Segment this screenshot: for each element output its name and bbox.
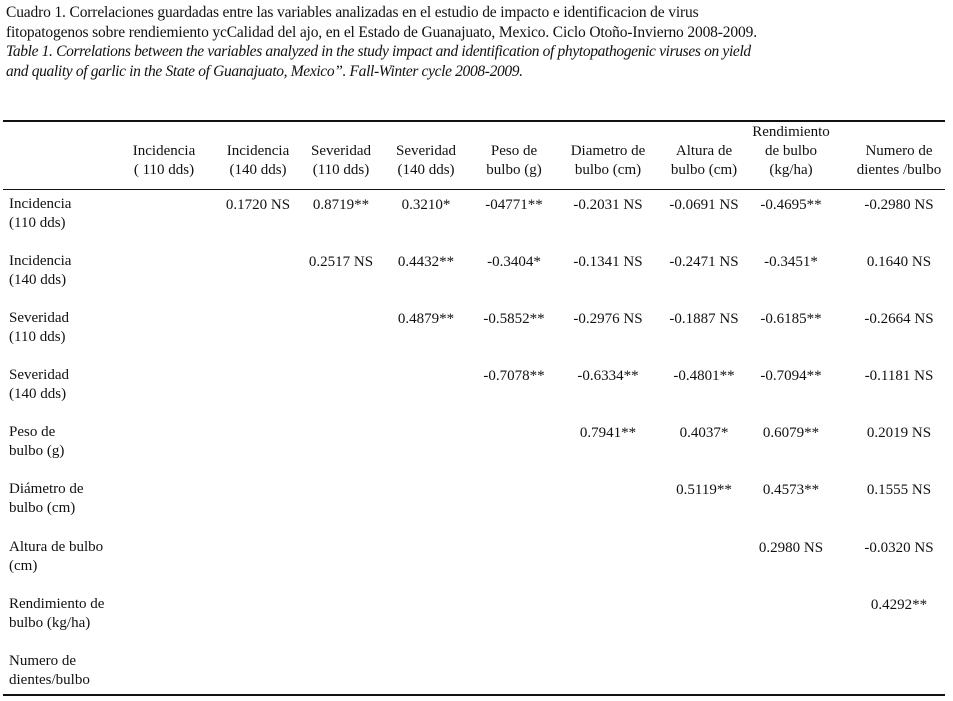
- column-header-line: Incidencia: [132, 143, 196, 159]
- row-label: [9, 366, 69, 404]
- column-header-line: bulbo (cm): [670, 162, 738, 178]
- column-header-line: Diametro de: [570, 143, 646, 159]
- column-header-line: (140 dds): [229, 162, 287, 178]
- column-header-line: Rendimiento: [752, 124, 830, 140]
- row-label-line: bulbo (kg/ha): [9, 615, 91, 631]
- table-cell: -0.1181 NS: [864, 368, 934, 384]
- column-header-line: Peso de: [490, 143, 538, 159]
- column-header-line: (kg/ha): [769, 162, 813, 178]
- table-cell: -0.2471 NS: [669, 254, 739, 270]
- table-cell: 0.1640 NS: [866, 254, 932, 270]
- column-header-line: Severidad: [311, 143, 371, 159]
- table-cell: -0.2976 NS: [573, 311, 643, 327]
- column-header-line: (110 dds): [312, 162, 370, 178]
- row-label: [9, 252, 71, 290]
- row-label-line: bulbo (cm): [9, 500, 76, 516]
- caption-spanish-line-2: fitopatogenos sobre rendiemiento ycCalidad del ajo, en el Estado de Guanajuato, Mexico. Ciclo Otoño-Invierno 2008-2009.: [6, 23, 757, 41]
- column-header-line: bulbo (cm): [574, 162, 642, 178]
- row-label-line: Diámetro de: [9, 481, 84, 497]
- table-top-rule: [3, 120, 945, 122]
- table-cell: 0.1555 NS: [866, 482, 932, 498]
- row-label: [9, 195, 71, 233]
- table-cell: 0.4037*: [679, 425, 729, 441]
- table-cell: -0.7078**: [483, 368, 545, 384]
- table-cell: -0.2980 NS: [864, 197, 934, 213]
- table-cell: 0.6079**: [762, 425, 820, 441]
- table-cell: 0.2980 NS: [758, 540, 824, 556]
- table-cell: -0.0691 NS: [669, 197, 739, 213]
- row-label-line: Peso de: [9, 424, 56, 440]
- row-label-line: (140 dds): [9, 386, 67, 402]
- column-header: [839, 142, 953, 180]
- row-label-line: bulbo (g): [9, 443, 65, 459]
- table-cell: -0.6334**: [577, 368, 639, 384]
- table-cell: -0.3404*: [487, 254, 541, 270]
- row-label-line: Numero de: [9, 653, 77, 669]
- table-cell: -0.5852**: [483, 311, 545, 327]
- table-cell: -0.0320 NS: [864, 540, 934, 556]
- table-cell: 0.4432**: [397, 254, 455, 270]
- table-cell: -0.7094**: [760, 368, 822, 384]
- row-label-line: Altura de bulbo: [9, 539, 104, 555]
- table-cell: -0.6185**: [760, 311, 822, 327]
- table-cell: -0.4801**: [673, 368, 735, 384]
- caption-english-line-2: and quality of garlic in the State of Guanajuato, Mexico”. Fall-Winter cycle 2008-2009.: [6, 62, 523, 80]
- column-header-line: (140 dds): [397, 162, 455, 178]
- table-cell: -0.3451*: [764, 254, 818, 270]
- column-header-line: Incidencia: [226, 143, 290, 159]
- column-header-line: Numero de: [865, 143, 933, 159]
- table-caption: [6, 3, 948, 81]
- table-cell: 0.2517 NS: [308, 254, 374, 270]
- column-header-line: Altura de: [675, 143, 733, 159]
- table-cell: 0.4573**: [762, 482, 820, 498]
- table-cell: 0.4292**: [870, 597, 928, 613]
- row-label-line: (110 dds): [9, 329, 66, 345]
- table-cell: 0.8719**: [312, 197, 370, 213]
- table-cell: 0.3210*: [401, 197, 451, 213]
- caption-spanish-line-1: Cuadro 1. Correlaciones guardadas entre las variables analizadas en el estudio de impacto e identificacion de virus: [6, 4, 699, 21]
- row-label-line: Incidencia: [9, 253, 72, 269]
- column-header-line: Severidad: [396, 143, 456, 159]
- row-label-line: (140 dds): [9, 272, 67, 288]
- table-cell: -04771**: [485, 197, 543, 213]
- row-label-line: Severidad: [9, 310, 69, 326]
- row-label-line: Severidad: [9, 367, 69, 383]
- row-label: [9, 309, 69, 347]
- column-header: [731, 123, 851, 180]
- row-label: [9, 480, 84, 518]
- row-label-line: (cm): [9, 558, 38, 574]
- table-cell: 0.4879**: [397, 311, 455, 327]
- caption-english-line-1: Table 1. Correlations between the variables analyzed in the study impact and identification of phytopathogenic viruses on yield: [6, 43, 751, 61]
- column-header-line: ( 110 dds): [133, 162, 195, 178]
- row-label-line: Incidencia: [9, 196, 72, 212]
- row-label-line: dientes/bulbo: [9, 672, 90, 688]
- table-cell: 0.5119**: [676, 482, 732, 498]
- table-cell: -0.4695**: [760, 197, 822, 213]
- table-cell: -0.2664 NS: [864, 311, 934, 327]
- table-bottom-rule: [3, 694, 945, 696]
- column-header-line: bulbo (g): [486, 162, 542, 178]
- row-label: [9, 652, 90, 690]
- column-header-line: de bulbo: [764, 143, 818, 159]
- table-cell: 0.7941**: [579, 425, 637, 441]
- table-cell: -0.1887 NS: [669, 311, 739, 327]
- row-label-line: Rendimiento de: [9, 596, 105, 612]
- table-header-rule: [3, 189, 945, 190]
- table-cell: -0.1341 NS: [573, 254, 643, 270]
- row-label: [9, 423, 64, 461]
- table-cell: 0.1720 NS: [225, 197, 291, 213]
- row-label-line: (110 dds): [9, 215, 66, 231]
- table-cell: 0.2019 NS: [866, 425, 932, 441]
- table-cell: -0.2031 NS: [573, 197, 643, 213]
- row-label: [9, 595, 104, 633]
- column-header-line: dientes /bulbo: [856, 162, 942, 178]
- row-label: [9, 538, 103, 576]
